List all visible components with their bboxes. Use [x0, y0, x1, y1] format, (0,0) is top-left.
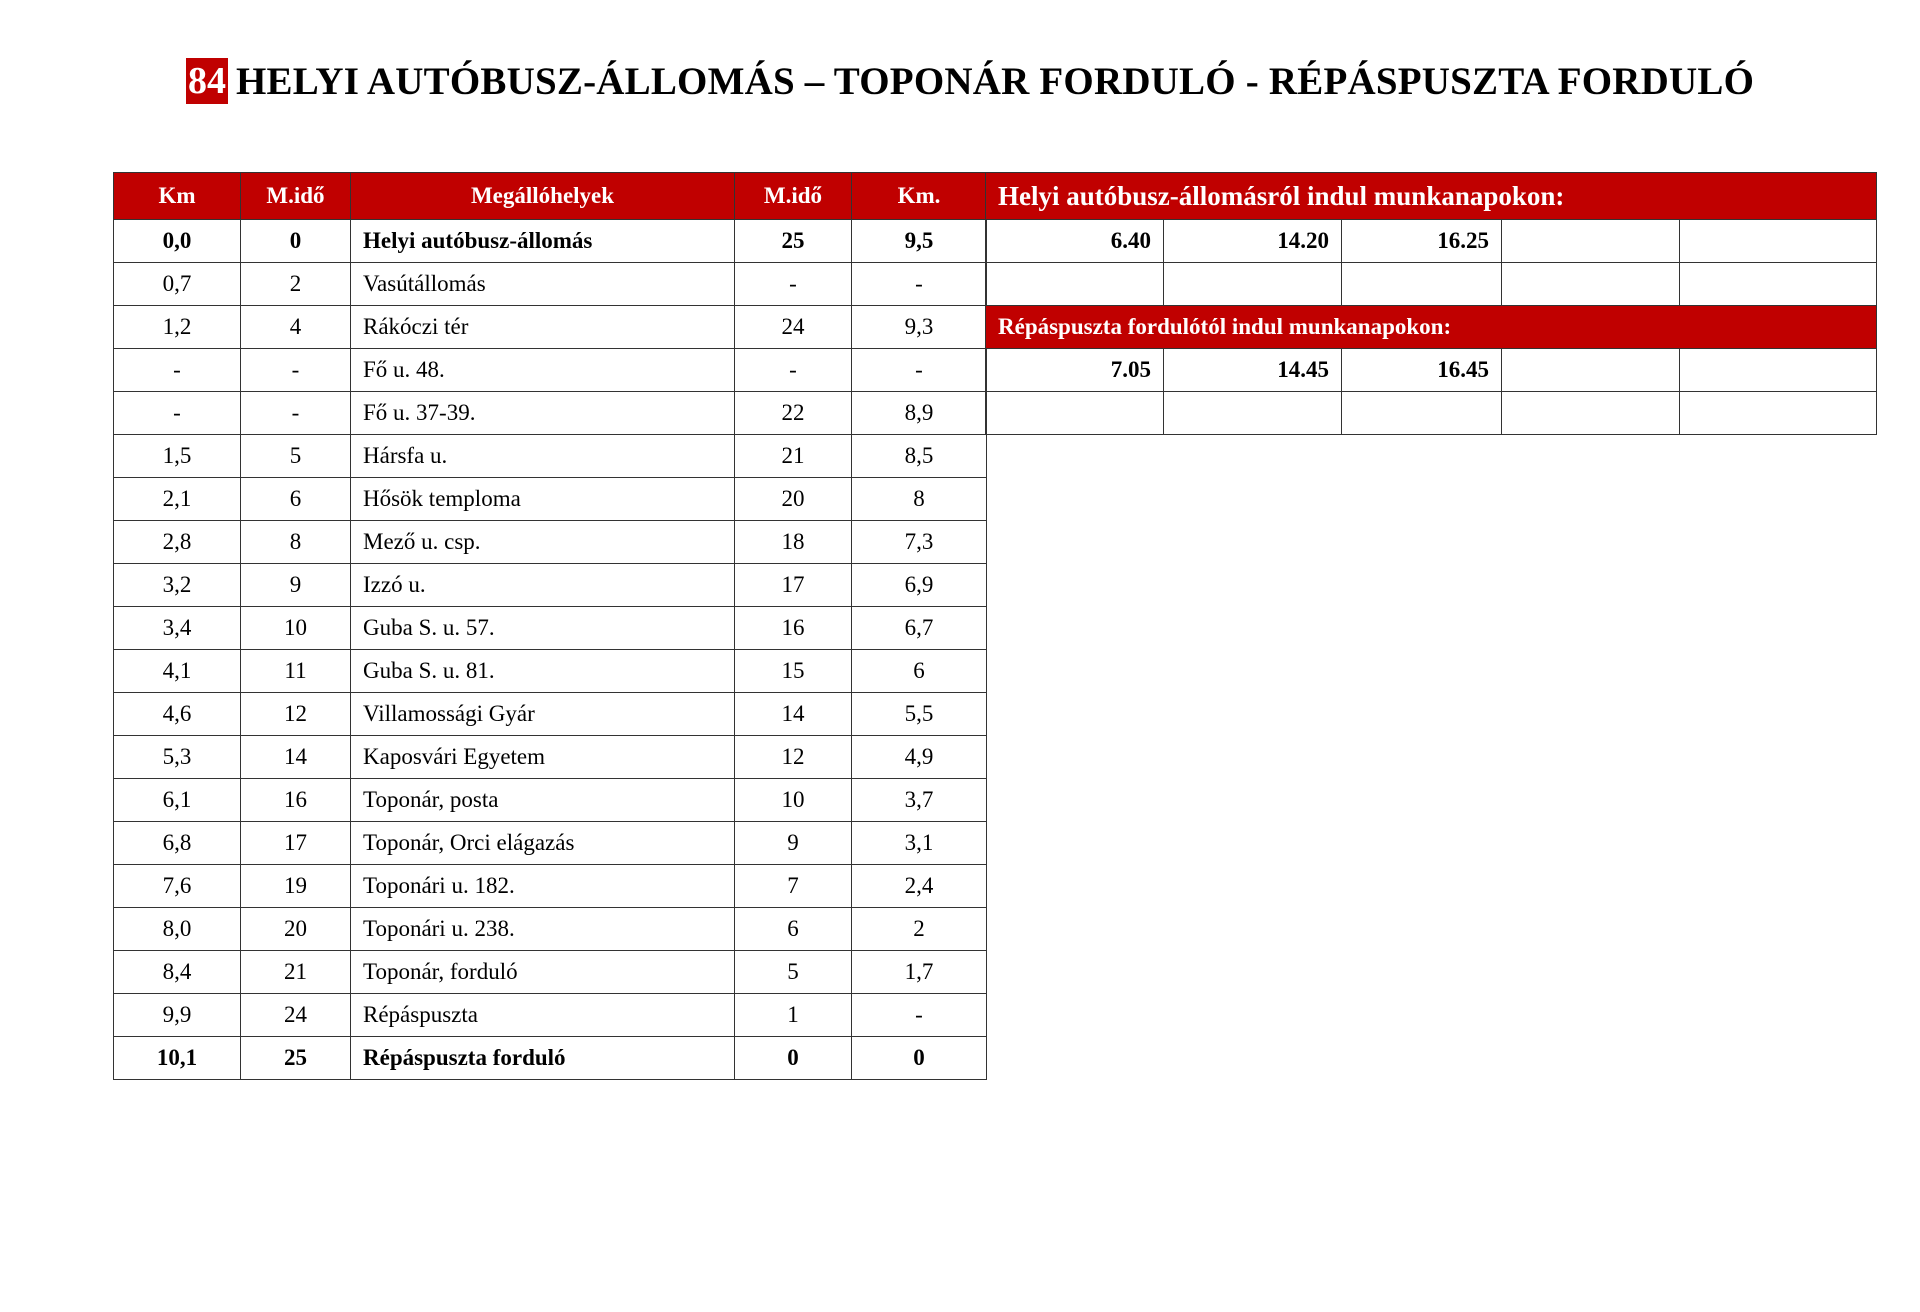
departure-time [1342, 263, 1502, 306]
stop-name: Toponári u. 182. [351, 865, 735, 908]
stop-km: 6,8 [114, 822, 241, 865]
stop-time-return: 1 [735, 994, 852, 1037]
stop-name: Guba S. u. 57. [351, 607, 735, 650]
stops-header-row [114, 173, 987, 220]
stop-time-return: - [735, 263, 852, 306]
departure-time [986, 392, 1164, 435]
stop-name: Helyi autóbusz-állomás [351, 220, 735, 263]
stop-time-return: 10 [735, 779, 852, 822]
stop-name: Toponár, posta [351, 779, 735, 822]
departures-row [986, 220, 1877, 263]
stop-km-return: 5,5 [852, 693, 987, 736]
stop-km: 3,2 [114, 564, 241, 607]
header-km: Km [114, 173, 241, 220]
departure-time: 16.25 [1342, 220, 1502, 263]
stop-row [114, 564, 987, 607]
header-stops: Megállóhelyek [351, 173, 735, 220]
stop-km-return: 9,5 [852, 220, 987, 263]
stop-time: 19 [241, 865, 351, 908]
stop-km-return: 9,3 [852, 306, 987, 349]
stop-name: Répáspuszta [351, 994, 735, 1037]
page-title [186, 56, 1754, 106]
stop-km: 0,0 [114, 220, 241, 263]
stop-km-return: 2,4 [852, 865, 987, 908]
stop-row [114, 263, 987, 306]
stop-row [114, 306, 987, 349]
stop-km: 2,1 [114, 478, 241, 521]
stop-row [114, 951, 987, 994]
departures-from-station-header: Helyi autóbusz-állomásról indul munkanapokon: [986, 173, 1877, 220]
route-title-text: HELYI AUTÓBUSZ-ÁLLOMÁS – TOPONÁR FORDULÓ - RÉPÁSPUSZTA FORDULÓ [236, 59, 1755, 103]
header-time-return: M.idő [735, 173, 852, 220]
departures-row [986, 263, 1877, 306]
stop-row [114, 779, 987, 822]
stop-time-return: 17 [735, 564, 852, 607]
stop-time: 5 [241, 435, 351, 478]
stop-row [114, 220, 987, 263]
stop-name: Hősök temploma [351, 478, 735, 521]
stop-time: 10 [241, 607, 351, 650]
stop-name: Hársfa u. [351, 435, 735, 478]
stop-time: 17 [241, 822, 351, 865]
stop-time: 11 [241, 650, 351, 693]
departure-time [986, 263, 1164, 306]
stop-time-return: 7 [735, 865, 852, 908]
stop-row [114, 693, 987, 736]
stop-row [114, 865, 987, 908]
stop-name: Mező u. csp. [351, 521, 735, 564]
header-time: M.idő [241, 173, 351, 220]
departures-header-row [986, 173, 1877, 220]
stop-name: Vasútállomás [351, 263, 735, 306]
stop-km: 8,0 [114, 908, 241, 951]
stop-km-return: 6,7 [852, 607, 987, 650]
stop-km-return: 1,7 [852, 951, 987, 994]
header-km-return: Km. [852, 173, 987, 220]
stop-time-return: 12 [735, 736, 852, 779]
stop-km-return: - [852, 994, 987, 1037]
stop-name: Fő u. 48. [351, 349, 735, 392]
stop-time: 2 [241, 263, 351, 306]
departures-from-repaspuszta-header: Répáspuszta fordulótól indul munkanapokon: [986, 306, 1877, 349]
stop-time-return: 9 [735, 822, 852, 865]
stop-time-return: 18 [735, 521, 852, 564]
stop-time-return: 24 [735, 306, 852, 349]
stop-km: 10,1 [114, 1037, 241, 1080]
stop-time-return: - [735, 349, 852, 392]
stop-name: Toponár, forduló [351, 951, 735, 994]
stop-time-return: 5 [735, 951, 852, 994]
departures-row [986, 349, 1877, 392]
stop-time: 20 [241, 908, 351, 951]
stop-time-return: 22 [735, 392, 852, 435]
stop-time: 25 [241, 1037, 351, 1080]
stop-time-return: 0 [735, 1037, 852, 1080]
stop-row [114, 650, 987, 693]
departure-time [1680, 349, 1877, 392]
departure-time [1502, 263, 1680, 306]
stop-km: - [114, 349, 241, 392]
stop-time-return: 25 [735, 220, 852, 263]
stop-km: 7,6 [114, 865, 241, 908]
stop-time: 14 [241, 736, 351, 779]
departure-time [1502, 220, 1680, 263]
stop-name: Villamossági Gyár [351, 693, 735, 736]
stop-name: Fő u. 37-39. [351, 392, 735, 435]
stop-km: - [114, 392, 241, 435]
stop-name: Toponári u. 238. [351, 908, 735, 951]
stop-km-return: 0 [852, 1037, 987, 1080]
stop-time-return: 14 [735, 693, 852, 736]
stop-km: 6,1 [114, 779, 241, 822]
departure-time [1164, 392, 1342, 435]
stop-time: 12 [241, 693, 351, 736]
stop-km-return: 3,7 [852, 779, 987, 822]
departure-time: 16.45 [1342, 349, 1502, 392]
stop-row [114, 478, 987, 521]
stop-time-return: 16 [735, 607, 852, 650]
stops-table [113, 172, 987, 1080]
stop-time-return: 15 [735, 650, 852, 693]
stop-km: 0,7 [114, 263, 241, 306]
stop-row [114, 435, 987, 478]
stop-km-return: 8 [852, 478, 987, 521]
stop-time: - [241, 392, 351, 435]
stop-time-return: 6 [735, 908, 852, 951]
stop-name: Répáspuszta forduló [351, 1037, 735, 1080]
departure-time: 6.40 [986, 220, 1164, 263]
departures-header-row [986, 306, 1877, 349]
stop-row [114, 1037, 987, 1080]
stop-name: Rákóczi tér [351, 306, 735, 349]
stop-km: 2,8 [114, 521, 241, 564]
departure-time [1680, 392, 1877, 435]
stop-time: 6 [241, 478, 351, 521]
stop-km: 9,9 [114, 994, 241, 1037]
stop-row [114, 908, 987, 951]
stop-time: 9 [241, 564, 351, 607]
stop-km: 8,4 [114, 951, 241, 994]
stop-km-return: 7,3 [852, 521, 987, 564]
stop-name: Toponár, Orci elágazás [351, 822, 735, 865]
departure-time [1342, 392, 1502, 435]
stop-time-return: 21 [735, 435, 852, 478]
stop-km-return: - [852, 349, 987, 392]
departures-row [986, 392, 1877, 435]
stop-km-return: 6,9 [852, 564, 987, 607]
stop-row [114, 607, 987, 650]
stop-row [114, 349, 987, 392]
departure-time [1680, 263, 1877, 306]
stop-row [114, 736, 987, 779]
departure-time [1164, 263, 1342, 306]
stop-km-return: - [852, 263, 987, 306]
stop-km-return: 4,9 [852, 736, 987, 779]
stop-km: 4,1 [114, 650, 241, 693]
stops-body [114, 220, 987, 1080]
stop-km: 3,4 [114, 607, 241, 650]
departure-time [1502, 349, 1680, 392]
stop-time: 4 [241, 306, 351, 349]
stop-km: 5,3 [114, 736, 241, 779]
stop-time-return: 20 [735, 478, 852, 521]
stop-row [114, 392, 987, 435]
stop-time: 8 [241, 521, 351, 564]
stop-time: 21 [241, 951, 351, 994]
stop-time: 0 [241, 220, 351, 263]
stop-name: Izzó u. [351, 564, 735, 607]
stop-km-return: 6 [852, 650, 987, 693]
stop-time: - [241, 349, 351, 392]
stop-name: Kaposvári Egyetem [351, 736, 735, 779]
route-number-badge: 84 [188, 60, 226, 102]
departure-time: 7.05 [986, 349, 1164, 392]
departure-time: 14.20 [1164, 220, 1342, 263]
stop-time: 24 [241, 994, 351, 1037]
stop-row [114, 822, 987, 865]
stop-row [114, 521, 987, 564]
stop-km-return: 3,1 [852, 822, 987, 865]
stop-name: Guba S. u. 81. [351, 650, 735, 693]
stop-time: 16 [241, 779, 351, 822]
departure-time: 14.45 [1164, 349, 1342, 392]
departure-time [1680, 220, 1877, 263]
stop-km: 1,2 [114, 306, 241, 349]
stop-row [114, 994, 987, 1037]
stop-km: 4,6 [114, 693, 241, 736]
stop-km-return: 2 [852, 908, 987, 951]
departure-time [1502, 392, 1680, 435]
stop-km: 1,5 [114, 435, 241, 478]
stop-km-return: 8,5 [852, 435, 987, 478]
departures-table [985, 172, 1877, 435]
stop-km-return: 8,9 [852, 392, 987, 435]
